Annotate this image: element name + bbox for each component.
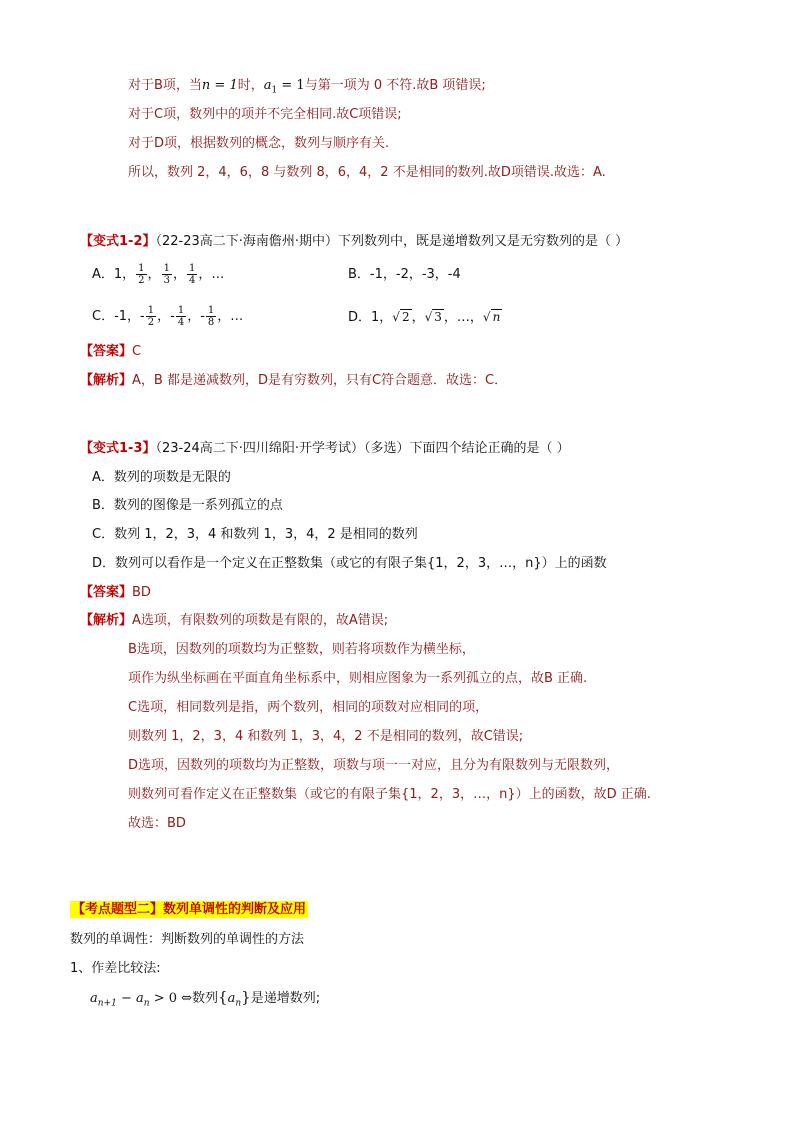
explanation-d-line: 对于D项，根据数列的概念，数列与顺序有关. — [128, 136, 390, 151]
sqrt-radicand: 2 — [401, 310, 410, 324]
fraction-den: 8 — [207, 317, 215, 328]
sqrt: √ 3 — [424, 310, 442, 324]
fraction — [176, 305, 186, 328]
fraction-num: 1 — [188, 263, 196, 274]
option-c: C．-1，- $\frac{1}{2}$ ，- $\frac{1}{4}$ ，- $\frac{1}{8}$ ，… — [92, 305, 244, 328]
formula-tail: 是递增数列; — [250, 991, 321, 1006]
explanation-text: A，B 都是递减数列，D是有穷数列，只有C符合题意．故选：C． — [132, 373, 508, 388]
question-stem-text: （23-24高二下·四川绵阳·开学考试）（多选）下面四个结论正确的是（ ） — [155, 441, 570, 456]
fraction-den: 3 — [163, 275, 170, 286]
explanation-line — [80, 612, 388, 630]
option-a-label: A．1， — [92, 267, 136, 282]
explanation-line: 则数列 1，2，3，4 和数列 1，3，4，2 不是相同的数列，故C错误; — [128, 729, 524, 744]
option-d: D．数列可以看作是一个定义在正整数集（或它的有限子集{1，2，3，…，n}）上的函数 — [92, 556, 607, 571]
sqrt-radicand: n — [492, 310, 501, 324]
option-c-label: C．-1，- — [92, 309, 145, 324]
explanation-line: 则数列可看作定义在正整数集（或它的有限子集{1，2，3，…，n}）上的函数，故D 正确. — [128, 787, 651, 802]
explanation-line — [80, 372, 507, 390]
fraction-num: 1 — [163, 263, 170, 274]
answer-value: C — [132, 344, 142, 359]
question-1-2-stem — [80, 233, 628, 251]
text-b-pre: 对于B项，当 — [128, 78, 202, 93]
set-brace-close: } — [241, 988, 251, 1006]
math-relation: > 0 ⇔数列 — [149, 991, 219, 1006]
explanation-conclusion: 所以，数列 2，4，6，8 与数列 8，6，4，2 不是相同的数列.故D项错误.故选：A. — [128, 165, 606, 180]
answer-line — [80, 584, 151, 602]
math-sub: n — [235, 998, 242, 1009]
explanation-tag: 【解析】 — [80, 373, 133, 388]
fraction-num: 1 — [147, 305, 155, 316]
option-d: D．1，√ 2 ，√ 3 ，…，√ n — [348, 310, 501, 325]
fraction — [206, 305, 216, 328]
fraction-num: 1 — [207, 305, 215, 316]
math-sub: n — [143, 998, 150, 1009]
fraction-num: 1 — [177, 305, 185, 316]
math-eq-1: = 1 — [277, 78, 305, 93]
math-sub: n+1 — [97, 998, 117, 1009]
explanation-line: 项作为纵坐标画在平面直角坐标系中，则相应图象为一系列孤立的点，故B 正确. — [128, 671, 588, 686]
question-tag: 【变式1-2】 — [80, 234, 156, 249]
math-a: a — [263, 78, 272, 93]
option-d-mid: ，…， — [443, 310, 483, 325]
fraction-num: 1 — [138, 263, 145, 274]
answer-tag: 【答案】 — [80, 344, 133, 359]
explanation-line: 故选：BD — [128, 816, 186, 831]
question-tag: 【变式1-3】 — [80, 441, 156, 456]
option-a-tail: ，… — [198, 267, 225, 282]
option-d-label: D．1， — [348, 310, 393, 325]
formula-line — [90, 988, 320, 1013]
explanation-text: A选项，有限数列的项数是有限的，故A错误; — [132, 613, 389, 628]
question-stem-text: （22-23高二下·海南儋州·期中）下列数列中，既是递增数列又是无穷数列的是（ ） — [155, 234, 629, 249]
section-title — [70, 901, 308, 919]
explanation-line: D选项，因数列的项数均为正整数，项数与项一一对应，且分为有限数列与无限数列， — [128, 758, 620, 773]
option-b: B．-1，-2，-3，-4 — [348, 267, 461, 282]
math-a-sub: 1 — [271, 85, 278, 96]
explanation-line: B选项，因数列的项数均为正整数，则若将项数作为横坐标， — [128, 642, 475, 657]
sqrt: √ n — [482, 310, 501, 324]
option-a: A．数列的项数是无限的 — [92, 470, 231, 485]
fraction-den: 4 — [177, 317, 185, 328]
option-a: A．1， $\frac{1}{2}$ ， $\frac{1}{3}$ ， $\frac{1}{4}$ ，… — [92, 263, 225, 286]
text-b-mid: 时， — [237, 78, 264, 93]
explanation-line: C选项，相同数列是指，两个数列，相同的项数对应相同的项， — [128, 700, 489, 715]
fraction-den: 4 — [188, 275, 196, 286]
set-brace-open: { — [218, 988, 228, 1006]
answer-tag: 【答案】 — [80, 585, 133, 600]
fraction — [162, 263, 172, 286]
question-1-3-stem — [80, 440, 570, 458]
option-c: C．数列 1，2，3，4 和数列 1，3，4，2 是相同的数列 — [92, 527, 418, 542]
math-minus-a: − a — [116, 991, 144, 1006]
answer-line — [80, 343, 141, 361]
text-b-post: 与第一项为 0 不符.故B 项错误; — [304, 78, 486, 93]
fraction — [146, 305, 156, 328]
explanation-c-line: 对于C项，数列中的项并不完全相同.故C项错误; — [128, 107, 402, 122]
sqrt: √ 2 — [392, 310, 410, 324]
option-b: B．数列的图像是一系列孤立的点 — [92, 498, 283, 513]
sqrt-radicand: 3 — [434, 310, 442, 324]
option-c-tail: ，… — [217, 309, 244, 324]
fraction — [187, 263, 197, 286]
fraction — [136, 263, 146, 286]
section-title-text: 【考点题型二】数列单调性的判断及应用 — [72, 902, 307, 917]
math-n-equals-1: n = 1 — [201, 78, 238, 93]
math-a: a — [227, 991, 236, 1006]
answer-value: BD — [132, 585, 151, 600]
topic-intro: 数列的单调性：判断数列的单调性的方法 — [70, 932, 305, 947]
explanation-b-line — [128, 77, 486, 100]
explanation-tag: 【解析】 — [80, 613, 133, 628]
fraction-den: 2 — [138, 275, 145, 286]
fraction-den: 2 — [147, 317, 155, 328]
method-heading: 1、作差比较法: — [70, 961, 161, 976]
math-a: a — [90, 991, 98, 1006]
